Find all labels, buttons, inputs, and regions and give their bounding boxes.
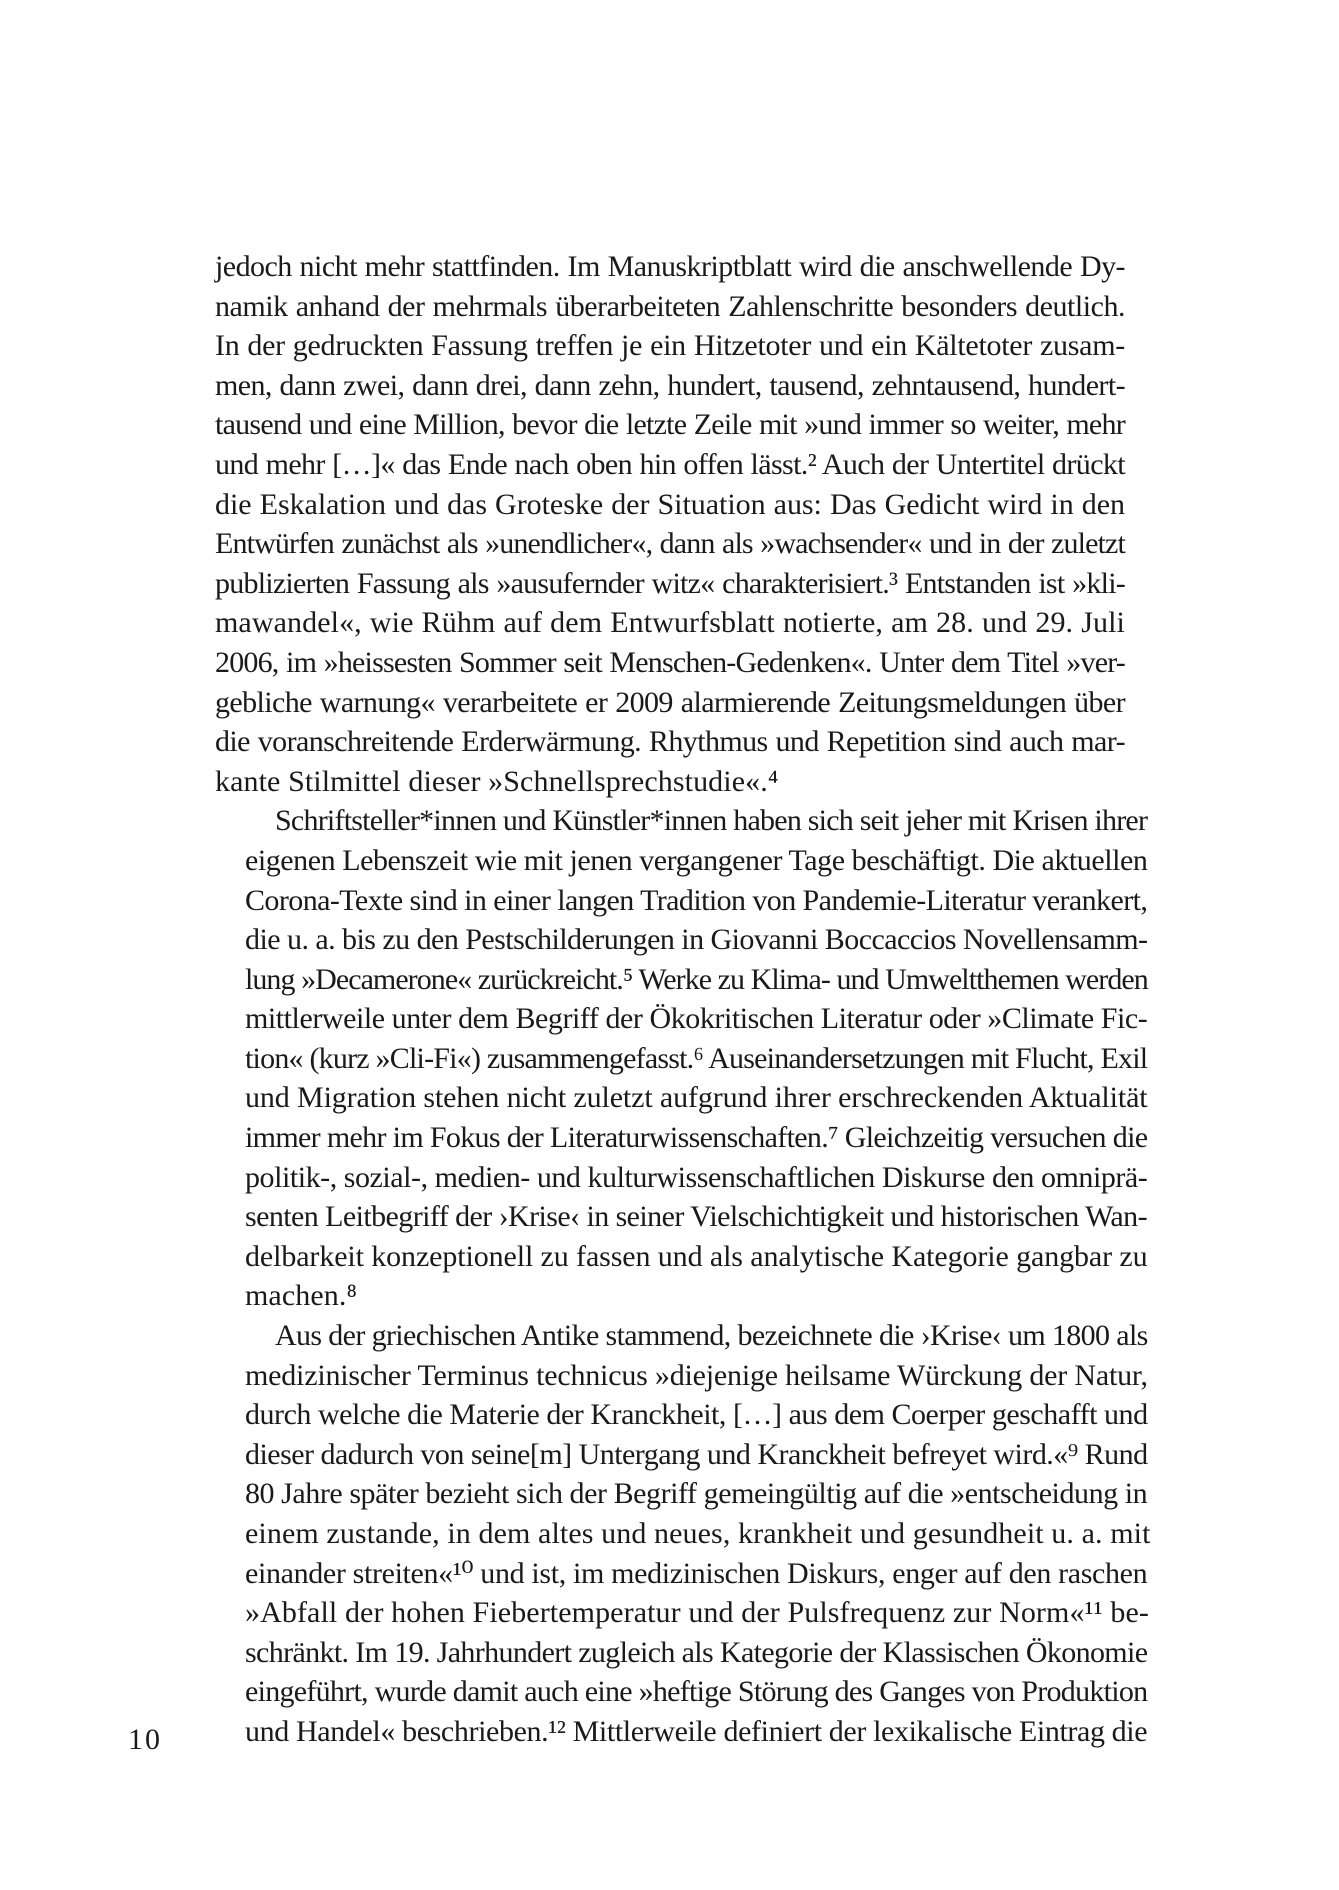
text-line: die u. a. bis zu den Pestschilderungen in Giovanni Boccaccios Novellensamm- <box>245 923 1148 957</box>
text-line: mawandel«, wie Rühm auf dem Entwurfsblatt notierte, am 28. und 29. Juli <box>215 606 1125 640</box>
text-line: immer mehr im Fokus der Literaturwissenschaften.⁷ Gleichzeitig versuchen die <box>245 1121 1148 1155</box>
text-line: schränkt. Im 19. Jahrhundert zugleich als Kategorie der Klassischen Ökonomie <box>245 1635 1148 1669</box>
text-line: kante Stilmittel dieser »Schnellsprechstudie«.⁴ <box>215 764 779 798</box>
text-line: eingeführt, wurde damit auch eine »heftige Störung des Ganges von Produktion <box>245 1675 1148 1709</box>
text-line: »Abfall der hohen Fiebertemperatur und der Pulsfrequenz zur Norm«¹¹ be- <box>245 1596 1149 1630</box>
text-line: jedoch nicht mehr stattfinden. Im Manuskriptblatt wird die anschwellende Dy- <box>215 250 1125 283</box>
text-line: die voranschreitende Erderwärmung. Rhythmus und Repetition sind auch mar- <box>215 725 1125 759</box>
text-line: durch welche die Materie der Kranckheit, […] aus dem Coerper geschafft und <box>245 1398 1148 1432</box>
text-line: publizierten Fassung als »ausufernder witz« charakterisiert.³ Entstanden ist »kli- <box>215 566 1125 600</box>
text-line: medizinischer Terminus technicus »diejenige heilsame Würckung der Natur, <box>245 1358 1148 1392</box>
text-line: einander streiten«¹⁰ und ist, im medizinischen Diskurs, enger auf den raschen <box>245 1556 1148 1590</box>
text-line: senten Leitbegriff der ›Krise‹ in seiner Vielschichtigkeit und historischen Wan- <box>245 1200 1147 1234</box>
text-line: Aus der griechischen Antike stammend, bezeichnete die ›Krise‹ um 1800 als <box>275 1319 1148 1353</box>
text-line: lung »Decamerone« zurückreicht.⁵ Werke zu Klima- und Umweltthemen werden <box>245 962 1148 996</box>
body-text <box>215 247 1151 1752</box>
text-line: tion« (kurz »Cli-Fi«) zusammengefasst.⁶ Auseinandersetzungen mit Flucht, Exil <box>245 1041 1148 1075</box>
text-line: und Handel« beschrieben.¹² Mittlerweile definiert der lexikalische Eintrag die <box>245 1714 1148 1748</box>
text-line: eigenen Lebenszeit wie mit jenen vergangener Tage beschäftigt. Die aktuellen <box>245 843 1148 877</box>
text-line: 2006, im »heissesten Sommer seit Menschen-Gedenken«. Unter dem Titel »ver- <box>215 645 1125 679</box>
text-line: einem zustande, in dem altes und neues, krankheit und gesundheit u. a. mit <box>245 1517 1151 1550</box>
text-line: namik anhand der mehrmals überarbeiteten Zahlenschritte besonders deutlich. <box>215 289 1125 323</box>
paragraph-1 <box>215 247 1125 801</box>
text-line: die Eskalation und das Groteske der Situation aus: Das Gedicht wird in den <box>215 487 1125 521</box>
text-line: dieser dadurch von seine[m] Untergang und Kranckheit befreyet wird.«⁹ Rund <box>245 1437 1148 1471</box>
paragraph-2 <box>215 801 1148 1316</box>
text-line: Schriftsteller*innen und Künstler*innen haben sich seit jeher mit Krisen ihrer <box>275 804 1148 838</box>
text-line: Entwürfen zunächst als »unendlicher«, dann als »wachsender« und in der zuletzt <box>215 527 1125 561</box>
text-line: gebliche warnung« verarbeitete er 2009 alarmierende Zeitungsmeldungen über <box>215 685 1125 719</box>
text-line: delbarkeit konzeptionell zu fassen und als analytische Kategorie gangbar zu <box>245 1239 1148 1273</box>
page-number: 10 <box>128 1723 162 1756</box>
text-line: politik-, sozial-, medien- und kulturwissenschaftlichen Diskurse den omniprä- <box>245 1160 1148 1194</box>
text-line: mittlerweile unter dem Begriff der Ökokritischen Literatur oder »Climate Fic- <box>245 1002 1148 1036</box>
text-line: 80 Jahre später bezieht sich der Begriff gemeingültig auf die »entscheidung in <box>245 1477 1148 1511</box>
text-line: Corona-Texte sind in einer langen Tradition von Pandemie-Literatur verankert, <box>245 883 1148 917</box>
text-line: tausend und eine Million, bevor die letzte Zeile mit »und immer so weiter, mehr <box>215 408 1125 442</box>
text-line: und mehr […]« das Ende nach oben hin offen lässt.² Auch der Untertitel drückt <box>215 447 1125 481</box>
paragraph-3 <box>215 1316 1151 1752</box>
text-line: machen.⁸ <box>245 1279 358 1313</box>
text-line: men, dann zwei, dann drei, dann zehn, hundert, tausend, zehntausend, hundert- <box>215 368 1125 402</box>
text-line: In der gedruckten Fassung treffen je ein Hitzetoter und ein Kältetoter zusam- <box>215 329 1125 363</box>
text-line: und Migration stehen nicht zuletzt aufgrund ihrer erschreckenden Aktualität <box>245 1081 1148 1115</box>
